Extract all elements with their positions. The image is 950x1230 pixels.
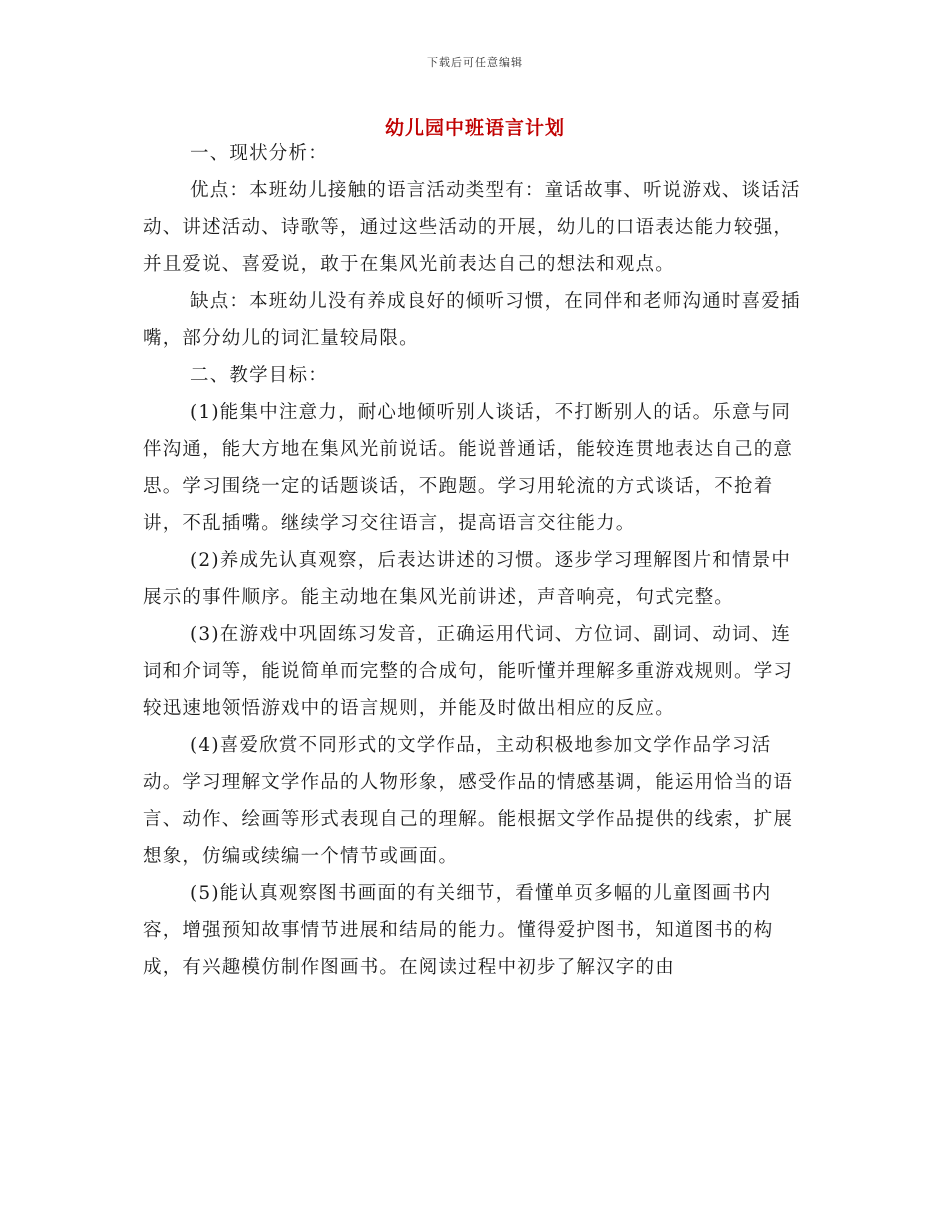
paragraph-strengths: 优点：本班幼儿接触的语言活动类型有：童话故事、听说游戏、谈话活动、讲述活动、诗歌等，通过这些活动的开展，幼儿的口语表达能力较强，并且爱说、喜爱说，敢于在集风光前表达自己的想法和观点。 [143,180,801,275]
section-heading-status-analysis: 一、现状分析： [190,143,328,164]
paragraph-goal-3: (3)在游戏中巩固练习发音，正确运用代词、方位词、副词、动词、连词和介词等，能说简单而完整的合成句，能听懂并理解多重游戏规则。学习较迅速地领悟游戏中的语言规则，并能及时做出相应的反应。 [143,624,794,719]
page-header: 下载后可任意编辑 [427,56,523,69]
paragraph-goal-1: (1)能集中注意力，耐心地倾听别人谈话，不打断别人的话。乐意与同伴沟通，能大方地在集风光前说话。能说普通话，能较连贯地表达自己的意思。学习围绕一定的话题谈话，不跑题。学习用轮流的方式谈话，不抢着讲，不乱插嘴。继续学习交往语言，提高语言交往能力。 [143,402,794,534]
paragraph-goal-4: (4)喜爱欣赏不同形式的文学作品，主动积极地参加文学作品学习活动。学习理解文学作品的人物形象，感受作品的情感基调，能运用恰当的语言、动作、绘画等形式表现自己的理解。能根据文学作品提供的线索，扩展想象，仿编或续编一个情节或画面。 [143,735,794,867]
section-heading-teaching-goals: 二、教学目标： [190,365,328,386]
document-title: 幼儿园中班语言计划 [384,117,565,139]
document-body [143,135,808,986]
paragraph-goal-2: (2)养成先认真观察，后表达讲述的习惯。逐步学习理解图片和情景中展示的事件顺序。能主动地在集风光前讲述，声音响亮，句式完整。 [143,550,792,608]
paragraph-goal-5: (5)能认真观察图书画面的有关细节，看懂单页多幅的儿童图画书内容，增强预知故事情节进展和结局的能力。懂得爱护图书，知道图书的构成，有兴趣模仿制作图画书。在阅读过程中初步了解汉字的由 [143,883,774,978]
paragraph-weaknesses: 缺点：本班幼儿没有养成良好的倾听习惯，在同伴和老师沟通时喜爱插嘴，部分幼儿的词汇量较局限。 [143,291,801,349]
